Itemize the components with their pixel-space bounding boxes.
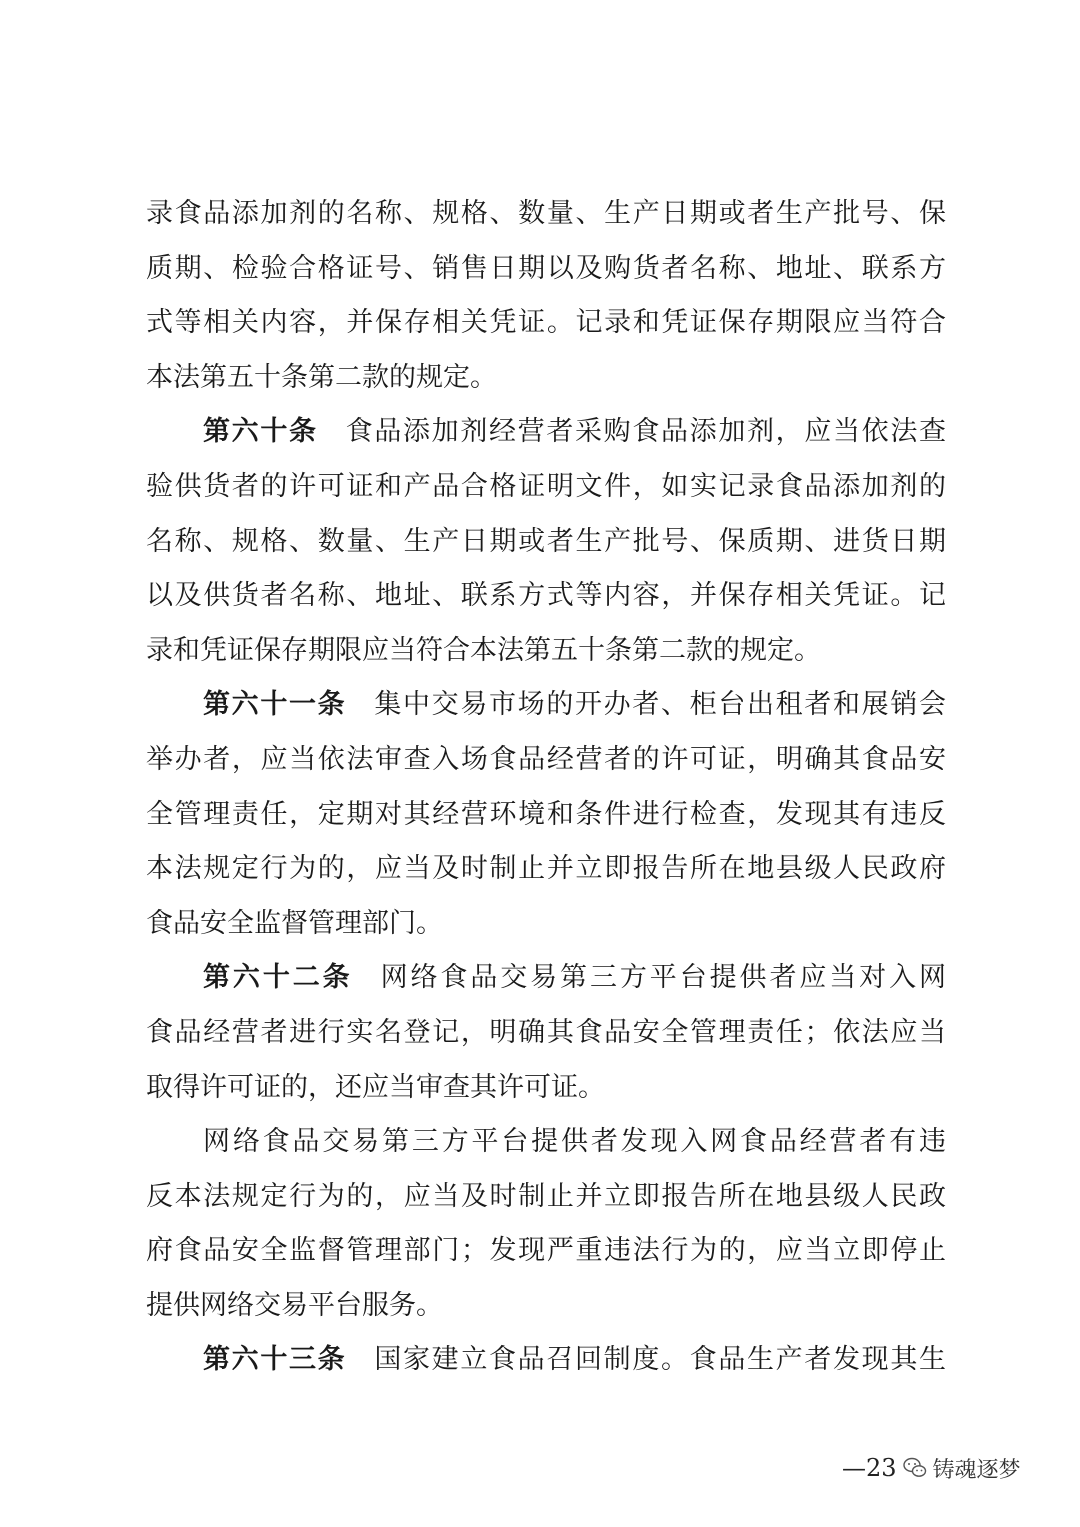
text-line bbox=[146, 897, 946, 952]
text-line bbox=[146, 515, 946, 570]
text-line bbox=[146, 460, 946, 515]
line-text: 录和凭证保存期限应当符合本法第五十条第二款的规定。 bbox=[146, 634, 821, 666]
line-text: 本法规定行为的，应当及时制止并立即报告所在地县级人民政府 bbox=[146, 853, 946, 885]
line-text: 集中交易市场的开办者、柜台出租者和展销会 bbox=[374, 689, 947, 721]
text-line bbox=[146, 1279, 946, 1334]
text-line bbox=[146, 678, 946, 733]
text-line bbox=[146, 951, 946, 1006]
text-line bbox=[146, 842, 946, 897]
text-line bbox=[146, 1170, 946, 1225]
line-text: 式等相关内容，并保存相关凭证。记录和凭证保存期限应当符合 bbox=[146, 307, 946, 339]
article-heading: 第六十一条 bbox=[203, 689, 347, 721]
line-text: 提供网络交易平台服务。 bbox=[146, 1289, 443, 1321]
document-body bbox=[146, 187, 946, 1388]
text-line bbox=[146, 405, 946, 460]
text-line bbox=[146, 1006, 946, 1061]
line-text: 以及供货者名称、地址、联系方式等内容，并保存相关凭证。记 bbox=[146, 580, 946, 612]
line-text: 府食品安全监督管理部门；发现严重违法行为的，应当立即停止 bbox=[146, 1235, 946, 1267]
line-text: 验供货者的许可证和产品合格证明文件，如实记录食品添加剂的 bbox=[146, 470, 946, 502]
line-text: 食品安全监督管理部门。 bbox=[146, 907, 443, 939]
text-line bbox=[146, 1333, 946, 1388]
article-heading: 第六十二条 bbox=[203, 962, 353, 994]
text-line bbox=[146, 1224, 946, 1279]
article-heading: 第六十条 bbox=[203, 416, 318, 448]
line-text: 网络食品交易第三方平台提供者发现入网食品经营者有违 bbox=[203, 1126, 946, 1158]
text-line bbox=[146, 569, 946, 624]
text-line bbox=[146, 187, 946, 242]
line-text: 食品经营者进行实名登记，明确其食品安全管理责任；依法应当 bbox=[146, 1016, 946, 1048]
line-text: 举办者，应当依法审查入场食品经营者的许可证，明确其食品安 bbox=[146, 743, 946, 775]
line-text: 录食品添加剂的名称、规格、数量、生产日期或者生产批号、保 bbox=[146, 198, 946, 229]
line-text: 质期、检验合格证号、销售日期以及购货者名称、地址、联系方 bbox=[146, 252, 946, 284]
text-line bbox=[146, 788, 946, 843]
text-line bbox=[146, 1115, 946, 1170]
line-text: 取得许可证的，还应当审查其许可证。 bbox=[146, 1071, 605, 1103]
watermark-text: 铸魂逐梦 bbox=[932, 1457, 1021, 1483]
wechat-icon bbox=[903, 1457, 927, 1479]
line-text: 本法第五十条第二款的规定。 bbox=[146, 361, 497, 393]
text-line bbox=[146, 624, 946, 679]
text-line bbox=[146, 733, 946, 788]
article-heading: 第六十三条 bbox=[203, 1344, 347, 1376]
page-footer bbox=[842, 1448, 1021, 1488]
line-text: 全管理责任，定期对其经营环境和条件进行检查，发现其有违反 bbox=[146, 798, 946, 830]
text-line bbox=[146, 1061, 946, 1116]
line-text: 名称、规格、数量、生产日期或者生产批号、保质期、进货日期 bbox=[146, 525, 946, 557]
line-text: 国家建立食品召回制度。食品生产者发现其生 bbox=[374, 1344, 947, 1376]
page-number: —23 bbox=[842, 1454, 897, 1482]
text-line bbox=[146, 296, 946, 351]
text-line bbox=[146, 242, 946, 297]
line-text: 食品添加剂经营者采购食品添加剂，应当依法查 bbox=[345, 416, 947, 448]
text-line bbox=[146, 351, 946, 406]
line-text: 网络食品交易第三方平台提供者应当对入网 bbox=[380, 962, 947, 994]
line-text: 反本法规定行为的，应当及时制止并立即报告所在地县级人民政 bbox=[146, 1180, 946, 1212]
